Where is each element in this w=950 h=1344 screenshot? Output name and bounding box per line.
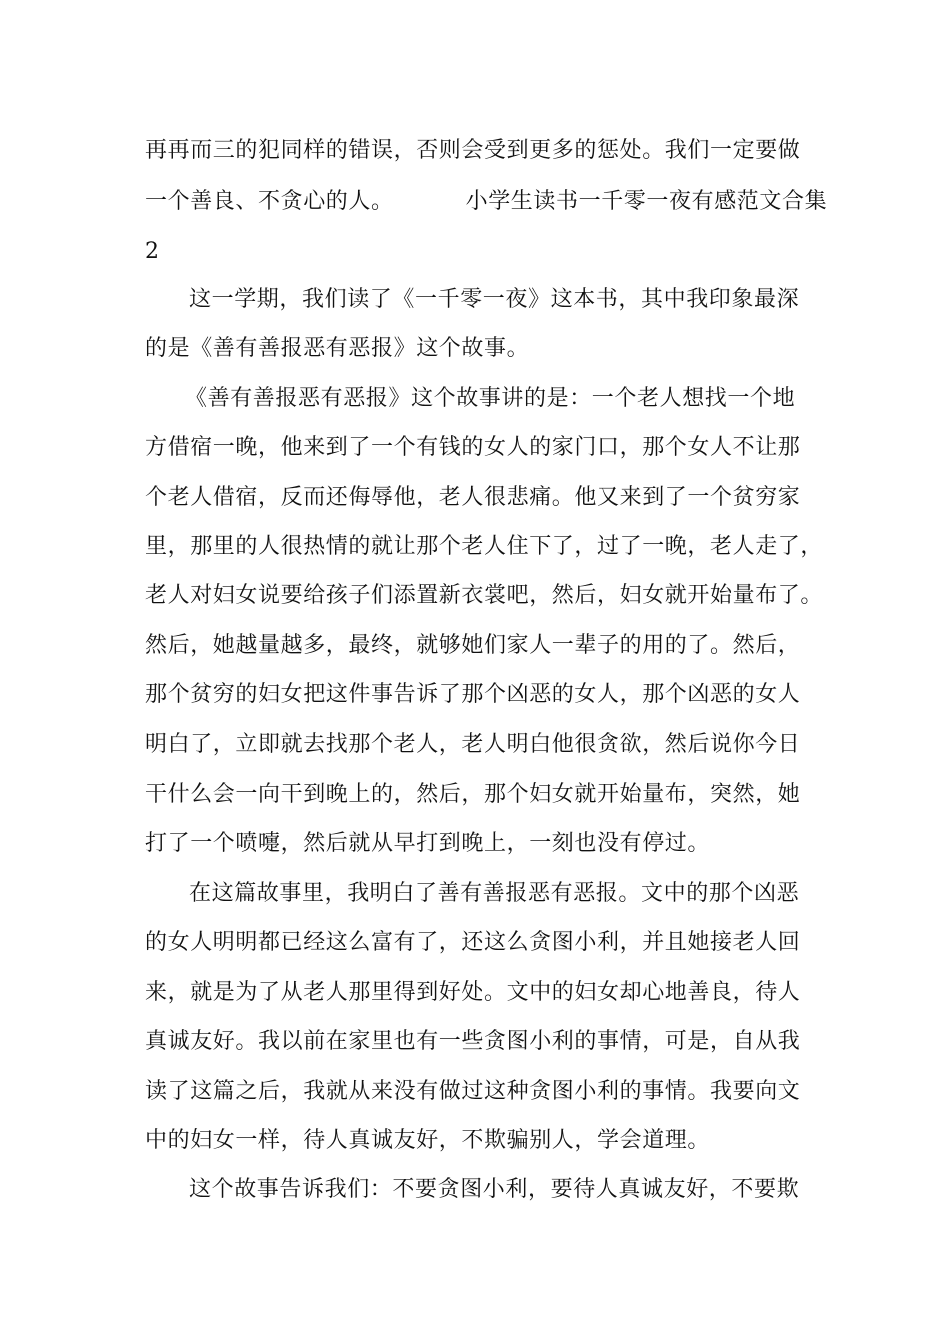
- text-line: 老人对妇女说要给孩子们添置新衣裳吧，然后，妇女就开始量布了。: [145, 583, 824, 608]
- text-line: 里，那里的人很热情的就让那个老人住下了，过了一晚，老人走了，: [145, 534, 824, 559]
- text-line: 打了一个喷嚏，然后就从早打到晚上，一刻也没有停过。: [145, 831, 711, 856]
- text-line: 明白了，立即就去找那个老人，老人明白他很贪欲，然后说你今日: [145, 732, 801, 757]
- text-line: 再再而三的犯同样的错误，否则会受到更多的惩处。我们一定要做: [145, 138, 801, 163]
- text-line: 干什么会一向干到晚上的，然后，那个妇女就开始量布，突然，她: [145, 782, 801, 807]
- section-title: 小学生读书一千零一夜有感范文合集: [465, 189, 828, 214]
- text-line: 的是《善有善报恶有恶报》这个故事。: [145, 336, 530, 361]
- text-line: 那个贫穷的妇女把这件事告诉了那个凶恶的女人，那个凶恶的女人: [145, 682, 801, 707]
- text-line: 真诚友好。我以前在家里也有一些贪图小利的事情，可是，自从我: [145, 1029, 801, 1054]
- text-line: 个老人借宿，反而还侮辱他，老人很悲痛。他又来到了一个贫穷家: [145, 485, 801, 510]
- text-line: 读了这篇之后，我就从来没有做过这种贪图小利的事情。我要向文: [145, 1079, 801, 1104]
- text-line: 中的妇女一样，待人真诚友好，不欺骗别人，学会道理。: [145, 1128, 711, 1153]
- paragraph-start: 这个故事告诉我们：不要贪图小利，要待人真诚友好，不要欺: [189, 1177, 800, 1202]
- text-line: [145, 187, 828, 217]
- section-number: 2: [145, 239, 160, 264]
- paragraph-start: 《善有善报恶有恶报》这个故事讲的是：一个老人想找一个地: [185, 386, 796, 411]
- paragraph-start: 这一学期，我们读了《一千零一夜》这本书，其中我印象最深: [189, 287, 800, 312]
- text-line: 方借宿一晚，他来到了一个有钱的女人的家门口，那个女人不让那: [145, 435, 801, 460]
- text-segment: 一个善良、不贪心的人。: [145, 189, 394, 214]
- text-line: 然后，她越量越多，最终，就够她们家人一辈子的用的了。然后，: [145, 633, 801, 658]
- text-line: 来，就是为了从老人那里得到好处。文中的妇女却心地善良，待人: [145, 980, 801, 1005]
- text-line: 的女人明明都已经这么富有了，还这么贪图小利，并且她接老人回: [145, 930, 801, 955]
- paragraph-start: 在这篇故事里，我明白了善有善报恶有恶报。文中的那个凶恶: [189, 881, 800, 906]
